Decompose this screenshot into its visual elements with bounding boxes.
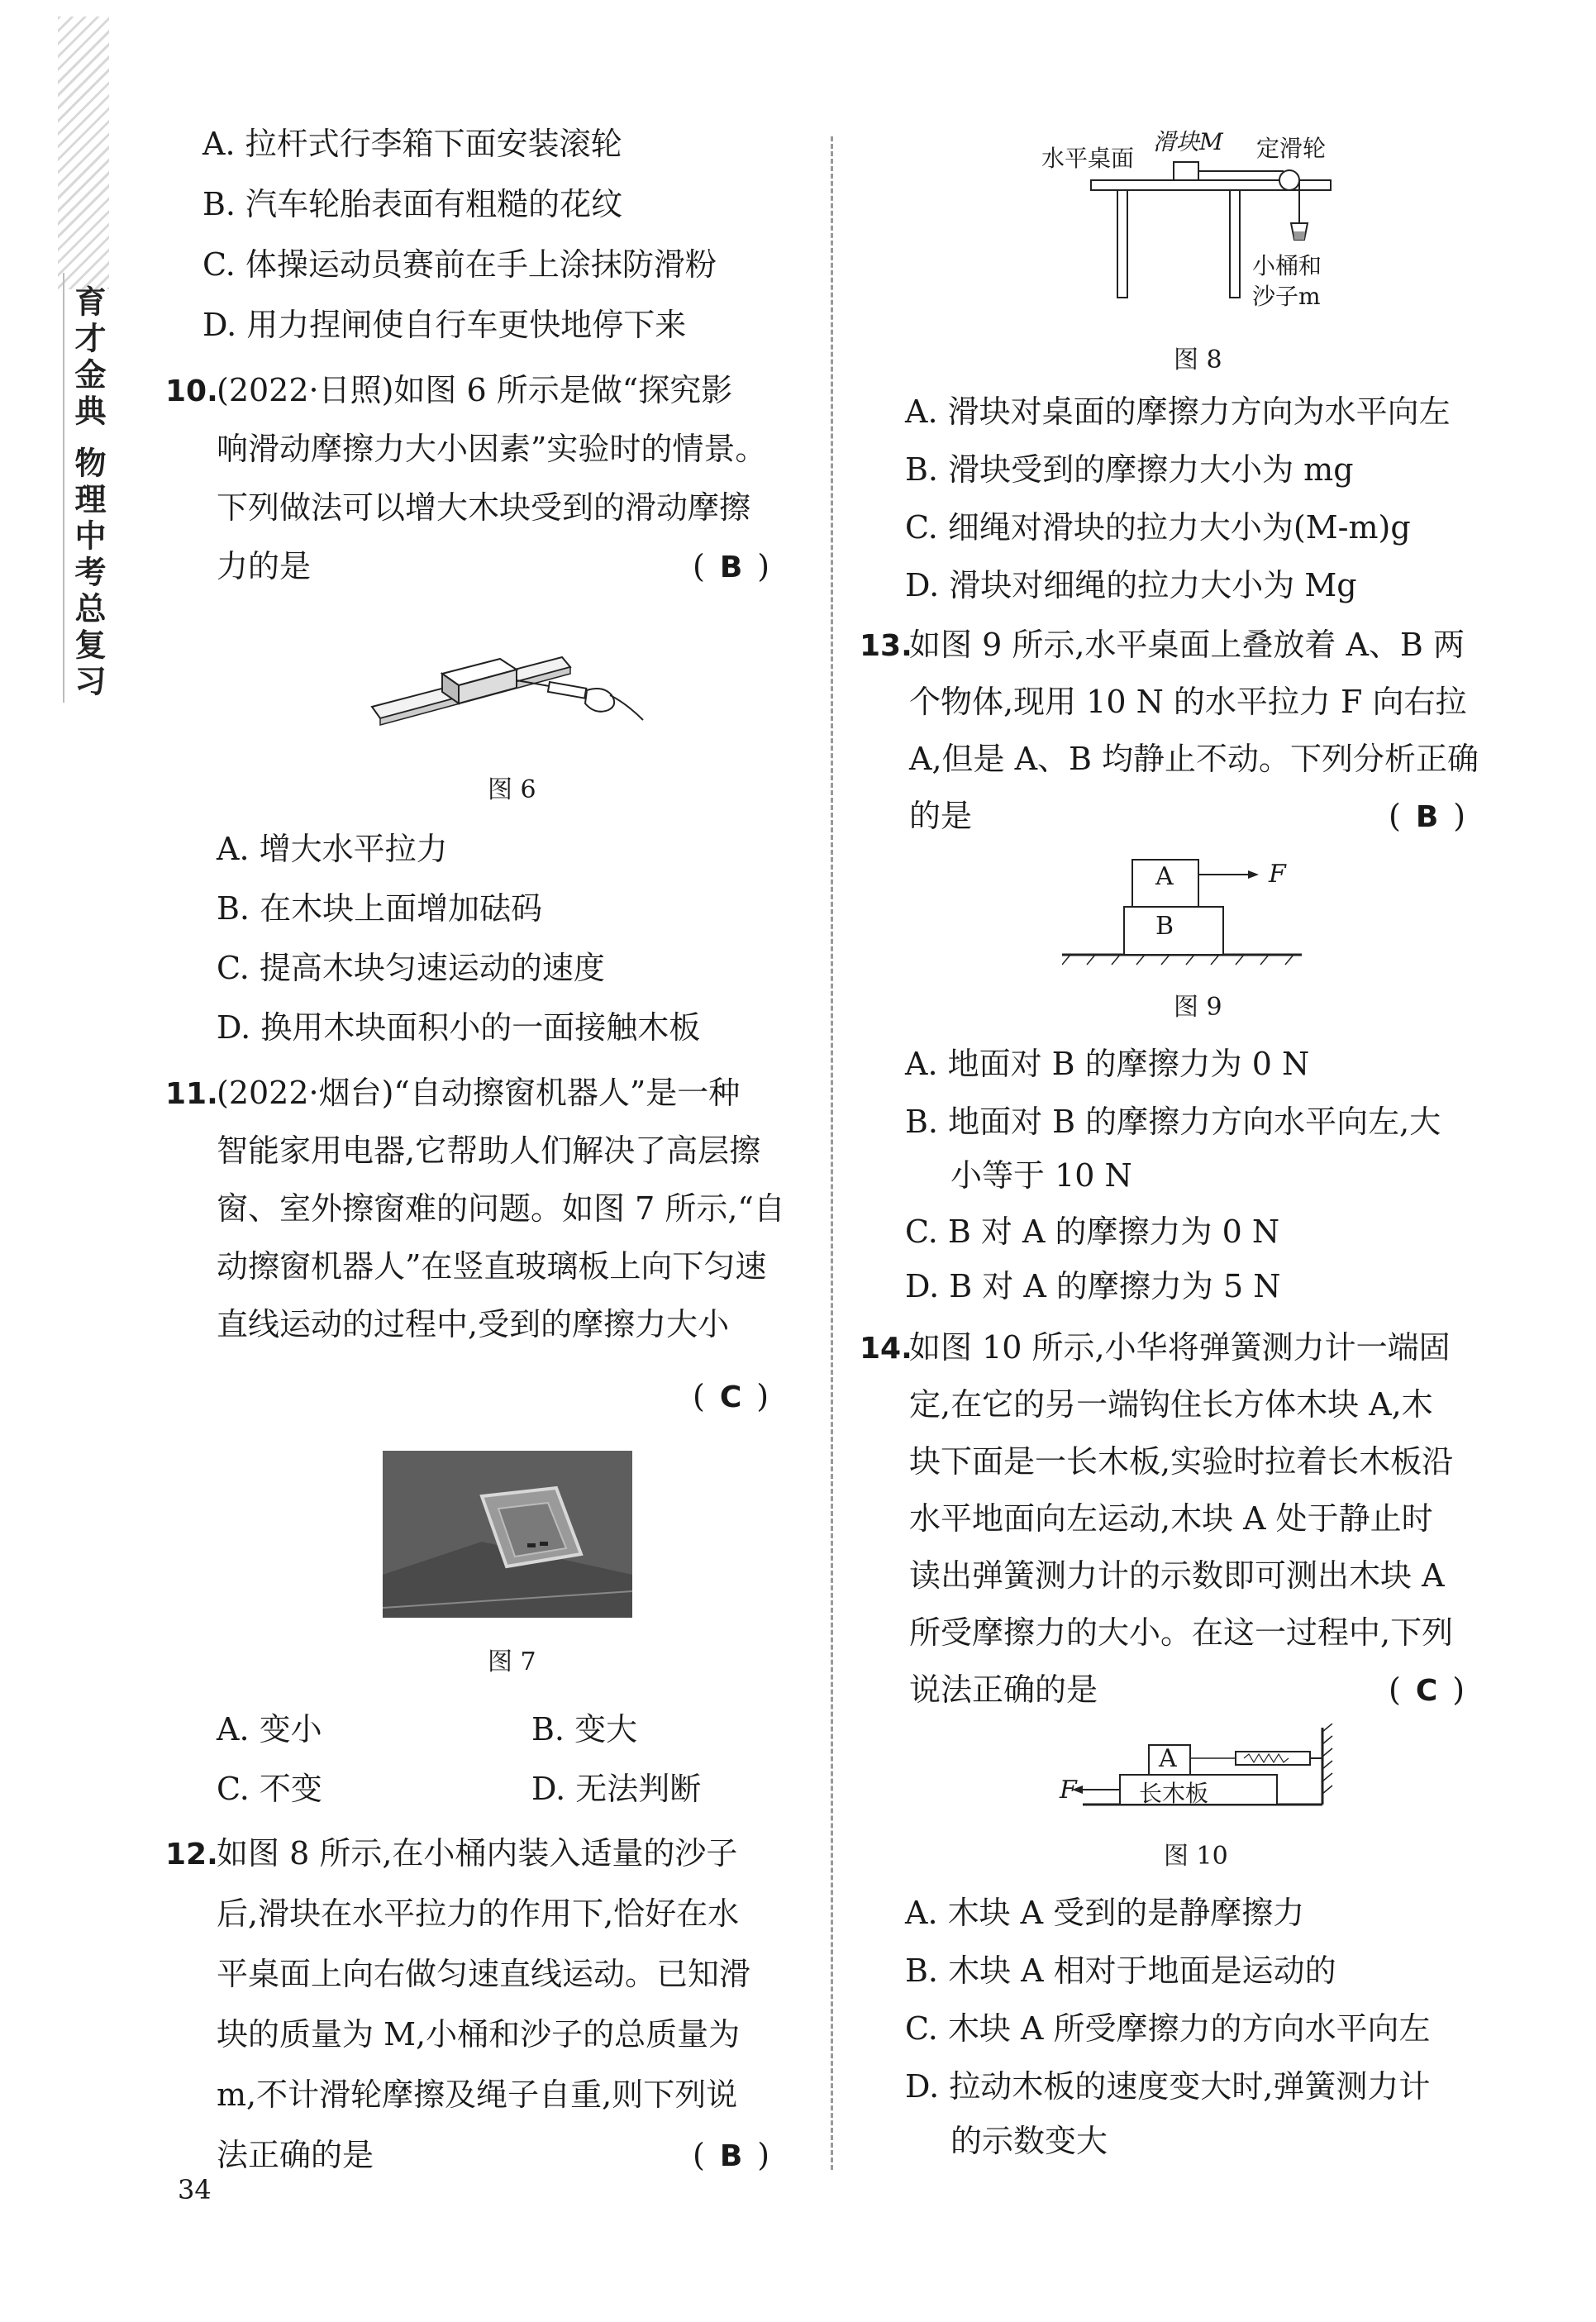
page-number: 34	[178, 2174, 212, 2205]
q13-number: 13.	[860, 629, 912, 663]
q14-open-paren: (	[1389, 1671, 1401, 1708]
q11-option-c: C. 不变	[217, 1771, 322, 1807]
q13-line-3: A,但是 A、B 均静止不动。下列分析正确	[909, 741, 1479, 777]
q13-option-b: B. 地面对 B 的摩擦力方向水平向左,大	[905, 1104, 1441, 1140]
q10-line-1: (2022·日照)如图 6 所示是做“探究影	[217, 372, 733, 408]
q13-option-d: D. B 对 A 的摩擦力为 5 N	[905, 1268, 1281, 1304]
q14-line-4: 水平地面向左运动,木块 A 处于静止时	[909, 1500, 1433, 1537]
figure-7-photo	[383, 1451, 632, 1618]
figure-9-caption: 图 9	[1174, 993, 1222, 1022]
q12-option-b: B. 滑块受到的摩擦力大小为 mg	[905, 451, 1354, 488]
figure-10-label-a: A	[1159, 1744, 1177, 1773]
q13-option-c: C. B 对 A 的摩擦力为 0 N	[905, 1213, 1280, 1250]
figure-9-label-a: A	[1155, 862, 1174, 891]
q12-option-a: A. 滑块对桌面的摩擦力方向为水平向左	[905, 393, 1451, 430]
q11-line-2: 智能家用电器,它帮助人们解决了高层擦	[217, 1132, 761, 1169]
q12-line-3: 平桌面上向右做匀速直线运动。已知滑	[217, 1956, 751, 1992]
figure-7-caption: 图 7	[488, 1647, 536, 1676]
q14-option-b: B. 木块 A 相对于地面是运动的	[905, 1952, 1336, 1989]
q13-line-4: 的是	[909, 798, 973, 834]
q14-line-6: 所受摩擦力的大小。在这一过程中,下列	[909, 1614, 1454, 1651]
q14-option-d: D. 拉动木板的速度变大时,弹簧测力计	[905, 2068, 1431, 2105]
q11-line-4: 动擦窗机器人”在竖直玻璃板上向下匀速	[217, 1248, 767, 1285]
q10-option-d: D. 换用木块面积小的一面接触木板	[217, 1009, 701, 1046]
q11-line-5: 直线运动的过程中,受到的摩擦力大小	[217, 1306, 730, 1342]
figure-9-diagram	[1062, 847, 1327, 971]
figure-8-caption: 图 8	[1174, 346, 1222, 374]
q10-answer	[693, 548, 769, 584]
q10-option-b: B. 在木块上面增加砝码	[217, 890, 543, 927]
q12-number: 12.	[165, 1838, 218, 1871]
q14-line-7: 说法正确的是	[909, 1671, 1098, 1708]
q14-option-c: C. 木块 A 所受摩擦力的方向水平向左	[905, 2010, 1431, 2047]
sidebar-title: 育才金典 物理中考总复习	[69, 285, 107, 702]
q10-line-2: 响滑动摩擦力大小因素”实验时的情景。	[217, 431, 767, 467]
q14-line-5: 读出弹簧测力计的示数即可测出木块 A	[909, 1557, 1445, 1594]
q12-open-paren: (	[693, 2137, 705, 2173]
q10-line-3: 下列做法可以增大木块受到的滑动摩擦	[217, 489, 751, 526]
figure-8-label-pulley: 定滑轮	[1256, 135, 1327, 162]
figure-8-label-bucket-1: 小桶和	[1252, 252, 1322, 279]
q11-close-paren: )	[756, 1378, 769, 1414]
q10-close-paren: )	[757, 548, 770, 584]
q11-option-b: B. 变大	[531, 1711, 638, 1747]
q12-option-c: C. 细绳对滑块的拉力大小为(M-m)g	[905, 509, 1411, 546]
q11-line-1: (2022·烟台)“自动擦窗机器人”是一种	[217, 1075, 741, 1111]
q12-line-5: m,不计滑轮摩擦及绳子自重,则下列说	[217, 2076, 738, 2113]
q13-close-paren: )	[1453, 798, 1466, 834]
figure-10-label-board: 长木板	[1139, 1780, 1209, 1807]
q13-answer	[1389, 798, 1465, 834]
q10-line-4: 力的是	[217, 548, 312, 584]
q12-close-paren: )	[757, 2137, 770, 2173]
figure-10-caption: 图 10	[1164, 1842, 1228, 1871]
q10-option-c: C. 提高木块匀速运动的速度	[217, 950, 605, 986]
figure-10-label-f: F	[1060, 1776, 1077, 1805]
column-divider	[831, 136, 833, 2170]
q10-number: 10.	[165, 374, 218, 408]
q12-answer-letter: B	[719, 2139, 743, 2173]
q13-line-1: 如图 9 所示,水平桌面上叠放着 A、B 两	[909, 627, 1465, 663]
q14-line-1: 如图 10 所示,小华将弹簧测力计一端固	[909, 1329, 1451, 1366]
q10-answer-letter: B	[719, 551, 743, 584]
q14-option-a: A. 木块 A 受到的是静摩擦力	[905, 1895, 1305, 1931]
q10-open-paren: (	[693, 548, 705, 584]
sidebar-rule	[63, 273, 64, 703]
q12-line-6: 法正确的是	[217, 2137, 374, 2173]
q11-open-paren: (	[693, 1378, 705, 1414]
q13-option-a: A. 地面对 B 的摩擦力为 0 N	[905, 1046, 1310, 1082]
figure-9-label-f: F	[1269, 860, 1286, 889]
figure-6-caption: 图 6	[488, 775, 536, 804]
figure-8-label-block: 滑块M	[1153, 128, 1223, 155]
figure-9-label-b: B	[1155, 912, 1174, 941]
q9-option-c: C. 体操运动员赛前在手上涂抹防滑粉	[202, 246, 717, 283]
q13-answer-letter: B	[1415, 800, 1439, 834]
sidebar-decoration	[58, 17, 109, 289]
q11-answer-letter: C	[719, 1380, 742, 1414]
q13-line-2: 个物体,现用 10 N 的水平拉力 F 向右拉	[909, 684, 1467, 720]
q11-line-3: 窗、室外擦窗难的问题。如图 7 所示,“自	[217, 1190, 785, 1227]
q13-option-b-cont: 小等于 10 N	[950, 1157, 1132, 1194]
q14-line-3: 块下面是一长木板,实验时拉着长木板沿	[909, 1443, 1454, 1480]
q14-option-d-cont: 的示数变大	[950, 2123, 1108, 2159]
figure-6-diagram	[347, 608, 653, 756]
q12-line-1: 如图 8 所示,在小桶内装入适量的沙子	[217, 1835, 738, 1871]
figure-8-label-bucket-2: 沙子m	[1252, 283, 1321, 310]
q12-line-4: 块的质量为 M,小桶和沙子的总质量为	[217, 2016, 741, 2053]
q14-close-paren: )	[1452, 1671, 1465, 1708]
q11-option-d: D. 无法判断	[531, 1771, 702, 1807]
q14-line-2: 定,在它的另一端钩住长方体木块 A,木	[909, 1386, 1433, 1423]
q12-option-d: D. 滑块对细绳的拉力大小为 Mg	[905, 567, 1357, 603]
q12-line-2: 后,滑块在水平拉力的作用下,恰好在水	[217, 1895, 740, 1932]
q11-option-a: A. 变小	[217, 1711, 322, 1747]
q13-open-paren: (	[1389, 798, 1401, 834]
figure-8-label-table: 水平桌面	[1041, 145, 1135, 172]
q14-answer	[1389, 1671, 1465, 1708]
q11-number: 11.	[165, 1077, 218, 1111]
q10-option-a: A. 增大水平拉力	[217, 831, 448, 867]
q9-option-d: D. 用力捏闸使自行车更快地停下来	[202, 307, 687, 343]
q14-number: 14.	[860, 1332, 912, 1366]
window-robot-image	[383, 1451, 632, 1618]
q11-answer	[693, 1378, 769, 1414]
q9-option-a: A. 拉杆式行李箱下面安装滚轮	[202, 126, 622, 162]
q9-option-b: B. 汽车轮胎表面有粗糙的花纹	[202, 186, 623, 222]
q12-answer	[693, 2137, 769, 2173]
q14-answer-letter: C	[1415, 1674, 1438, 1708]
